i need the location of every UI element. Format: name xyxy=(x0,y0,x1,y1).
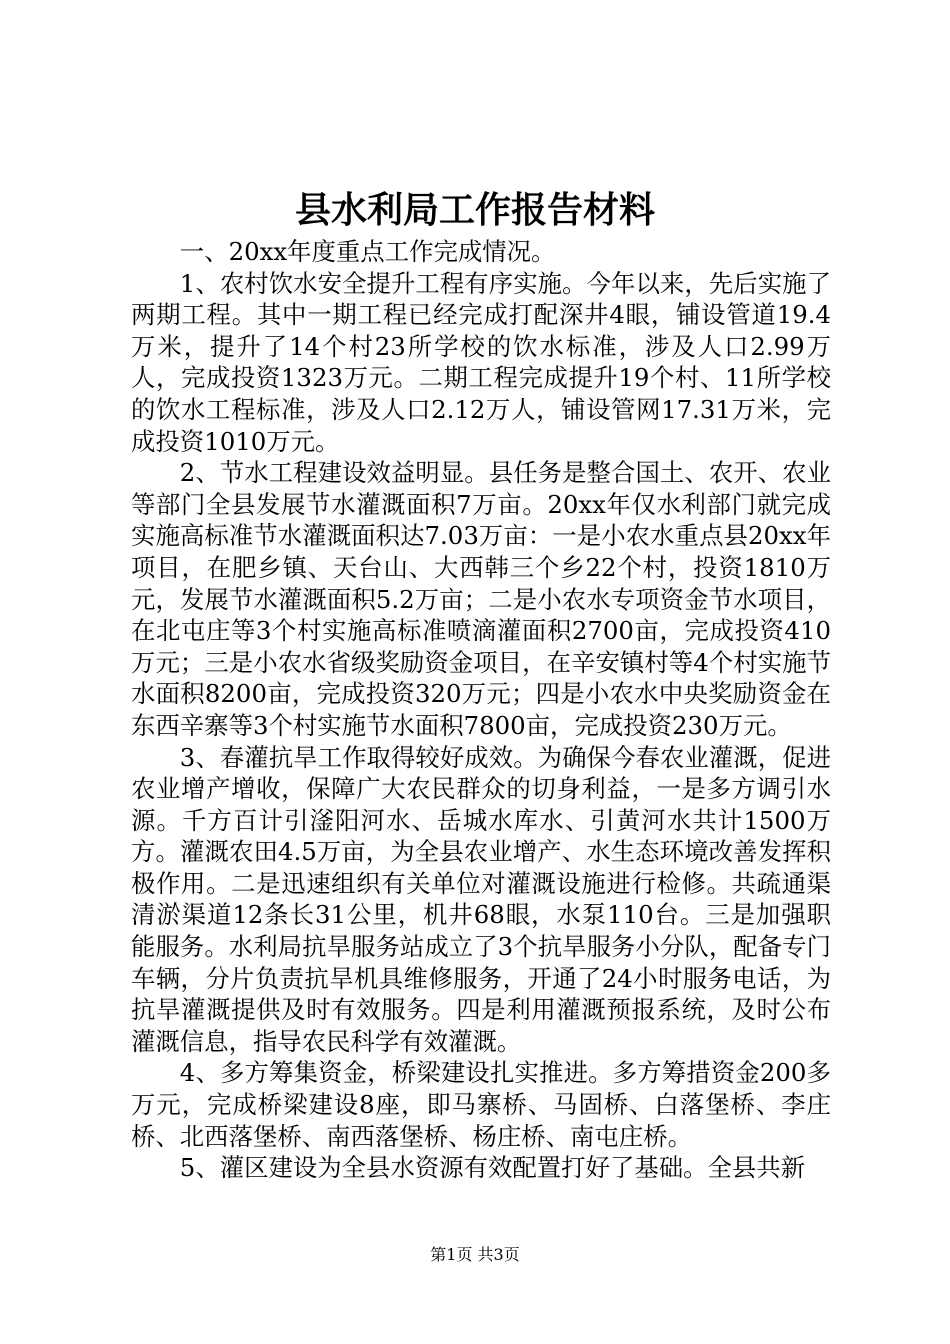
paragraph-bridge-construction: 4、多方筹集资金，桥梁建设扎实推进。多方筹措资金200多万元，完成桥梁建设8座，即马寨桥、马固桥、白落堡桥、李庄桥、北西落堡桥、南西落堡桥、杨庄桥、南屯庄桥。 xyxy=(131,1058,831,1151)
document-body xyxy=(131,236,831,1184)
document-title: 县水利局工作报告材料 xyxy=(294,189,655,231)
paragraph-water-saving: 2、节水工程建设效益明显。县任务是整合国土、农开、农业等部门全县发展节水灌溉面积7万亩。20xx年仅水利部门就完成实施高标准节水灌溉面积达7.03万亩：一是小农水重点县20xx年项目，在肥乡镇、天台山、大西韩三个乡22个村，投资1810万元，发展节水灌溉面积5.2万亩；二是小农水专项资金节水项目，在北屯庄等3个村实施高标准喷滴灌面积2700亩，完成投资410万元；三是小农水省级奖励资金项目，在辛安镇村等4个村实施节水面积8200亩，完成投资320万元；四是小农水中央奖励资金在东西辛寨等3个村实施节水面积7800亩，完成投资230万元。 xyxy=(131,458,831,740)
paragraph-spring-irrigation: 3、春灌抗旱工作取得较好成效。为确保今春农业灌溉，促进农业增产增收，保障广大农民群众的切身利益，一是多方调引水源。千方百计引滏阳河水、岳城水库水、引黄河水共计1500万方。灌溉农田4.5万亩，为全县农业增产、水生态环境改善发挥积极作用。二是迅速组织有关单位对灌溉设施进行检修。共疏通渠清淤渠道12条长31公里，机井68眼，水泵110台。三是加强职能服务。水利局抗旱服务站成立了3个抗旱服务小分队，配备专门车辆，分片负责抗旱机具维修服务，开通了24小时服务电话，为抗旱灌溉提供及时有效服务。四是利用灌溉预报系统，及时公布灌溉信息，指导农民科学有效灌溉。 xyxy=(131,742,831,1056)
paragraph-section-heading: 一、20xx年度重点工作完成情况。 xyxy=(179,237,556,266)
paragraph-drinking-water: 1、农村饮水安全提升工程有序实施。今年以来，先后实施了两期工程。其中一期工程已经完成打配深井4眼，铺设管道19.4万米，提升了14个村23所学校的饮水标准，涉及人口2.99万人，完成投资1323万元。二期工程完成提升19个村、11所学校的饮水工程标准，涉及人口2.12万人，铺设管网17.31万米，完成投资1010万元。 xyxy=(131,268,831,456)
paragraph-irrigation-district: 5、灌区建设为全县水资源有效配置打好了基础。全县共新 xyxy=(179,1153,806,1183)
page-number-footer: 第1页 共3页 xyxy=(430,1245,520,1264)
